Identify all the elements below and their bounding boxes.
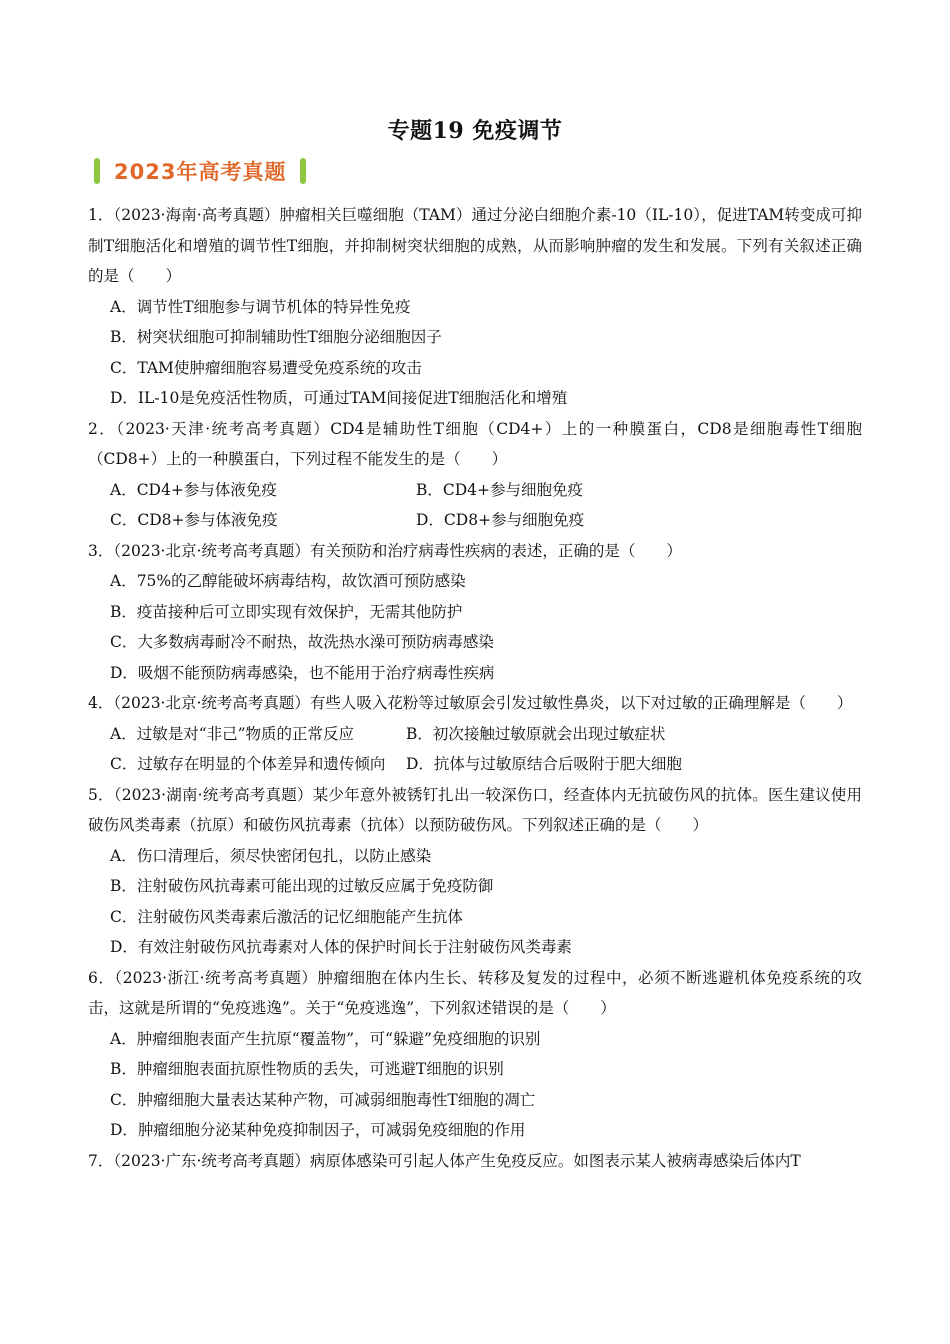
- question-stem: 6．（2023·浙江·统考高考真题）肿瘤细胞在体内生长、转移及复发的过程中，必须不断逃避机体免疫系统的攻击，这就是所谓的“免疫逃逸”。关于“免疫逃逸”，下列叙述错误的是（ ）: [88, 968, 862, 1017]
- question-6: [88, 963, 862, 1146]
- question-stem: 1．（2023·海南·高考真题）肿瘤相关巨噬细胞（TAM）通过分泌白细胞介素-10（IL-10），促进TAM转变成可抑制T细胞活化和增殖的调节性T细胞，并抑制树突状细胞的成熟，从而影响肿瘤的发生和发展。下列有关叙述正确的是（ ）: [88, 206, 862, 285]
- page-title: 专题19 免疫调节: [387, 118, 563, 144]
- question-2: [88, 414, 862, 536]
- question-stem: 7．（2023·广东·统考高考真题）病原体感染可引起人体产生免疫反应。如图表示某人被病毒感染后体内T: [88, 1151, 801, 1170]
- option-d: D．IL-10是免疫活性物质，可通过TAM间接促进T细胞活化和增殖: [110, 389, 568, 407]
- option-row: [88, 719, 862, 750]
- option-c: C．CD8+参与体液免疫: [110, 511, 278, 529]
- option-d: D．吸烟不能预防病毒感染，也不能用于治疗病毒性疾病: [110, 663, 495, 682]
- option-c: C．过敏存在明显的个体差异和遗传倾向: [110, 755, 386, 773]
- option-c: C．注射破伤风类毒素后激活的记忆细胞能产生抗体: [110, 907, 463, 926]
- option-a: A．CD4+参与体液免疫: [110, 480, 277, 499]
- question-list: [88, 200, 862, 1176]
- question-stem: 2．（2023·天津·统考高考真题）CD4是辅助性T细胞（CD4+）上的一种膜蛋白，CD8是细胞毒性T细胞（CD8+）上的一种膜蛋白，下列过程不能发生的是（ ）: [88, 419, 862, 468]
- banner-right-bar-icon: [300, 158, 306, 184]
- question-1: [88, 200, 862, 414]
- option-b: B．疫苗接种后可立即实现有效保护，无需其他防护: [110, 602, 463, 621]
- section-banner-label: 2023年高考真题: [114, 160, 287, 184]
- option-b: B．注射破伤风抗毒素可能出现的过敏反应属于免疫防御: [110, 877, 494, 895]
- option-c: C．TAM使肿瘤细胞容易遭受免疫系统的攻击: [110, 358, 422, 377]
- question-stem: 5．（2023·湖南·统考高考真题）某少年意外被锈钉扎出一较深伤口，经查体内无抗破伤风的抗体。医生建议使用破伤风类毒素（抗原）和破伤风抗毒素（抗体）以预防破伤风。下列叙述正确的是（ ）: [88, 785, 862, 834]
- option-row: [88, 749, 862, 780]
- option-b: B．CD4+参与细胞免疫: [416, 480, 584, 499]
- banner-left-bar-icon: [94, 158, 100, 184]
- question-stem: 4．（2023·北京·统考高考真题）有些人吸入花粉等过敏原会引发过敏性鼻炎，以下对过敏的正确理解是（ ）: [88, 694, 853, 712]
- option-d: D．抗体与过敏原结合后吸附于肥大细胞: [406, 755, 682, 773]
- option-a: A．伤口清理后，须尽快密闭包扎，以防止感染: [110, 846, 432, 865]
- option-c: C．肿瘤细胞大量表达某种产物，可减弱细胞毒性T细胞的凋亡: [110, 1090, 536, 1109]
- question-7: [88, 1146, 862, 1177]
- option-b: B．树突状细胞可抑制辅助性T细胞分泌细胞因子: [110, 328, 442, 346]
- question-4: [88, 688, 862, 780]
- option-b: B．初次接触过敏原就会出现过敏症状: [406, 724, 666, 743]
- option-a: A．肿瘤细胞表面产生抗原“覆盖物”，可“躲避”免疫细胞的识别: [110, 1029, 541, 1048]
- question-5: [88, 780, 862, 963]
- option-d: D．CD8+参与细胞免疫: [416, 511, 585, 529]
- option-b: B．肿瘤细胞表面抗原性物质的丢失，可逃避T细胞的识别: [110, 1060, 504, 1078]
- option-c: C．大多数病毒耐冷不耐热，故洗热水澡可预防病毒感染: [110, 633, 494, 651]
- question-3: [88, 536, 862, 689]
- option-row: [88, 505, 862, 536]
- option-a: A．过敏是对“非己”物质的正常反应: [110, 724, 355, 743]
- option-a: A．调节性T细胞参与调节机体的特异性免疫: [110, 297, 411, 316]
- option-d: D．有效注射破伤风抗毒素对人体的保护时间长于注射破伤风类毒素: [110, 938, 572, 956]
- option-d: D．肿瘤细胞分泌某种免疫抑制因子，可减弱免疫细胞的作用: [110, 1121, 526, 1139]
- option-row: [88, 475, 862, 506]
- question-stem: 3．（2023·北京·统考高考真题）有关预防和治疗病毒性疾病的表述，正确的是（ ）: [88, 541, 682, 560]
- section-banner: [94, 154, 306, 188]
- option-a: A．75%的乙醇能破坏病毒结构，故饮酒可预防感染: [110, 572, 466, 590]
